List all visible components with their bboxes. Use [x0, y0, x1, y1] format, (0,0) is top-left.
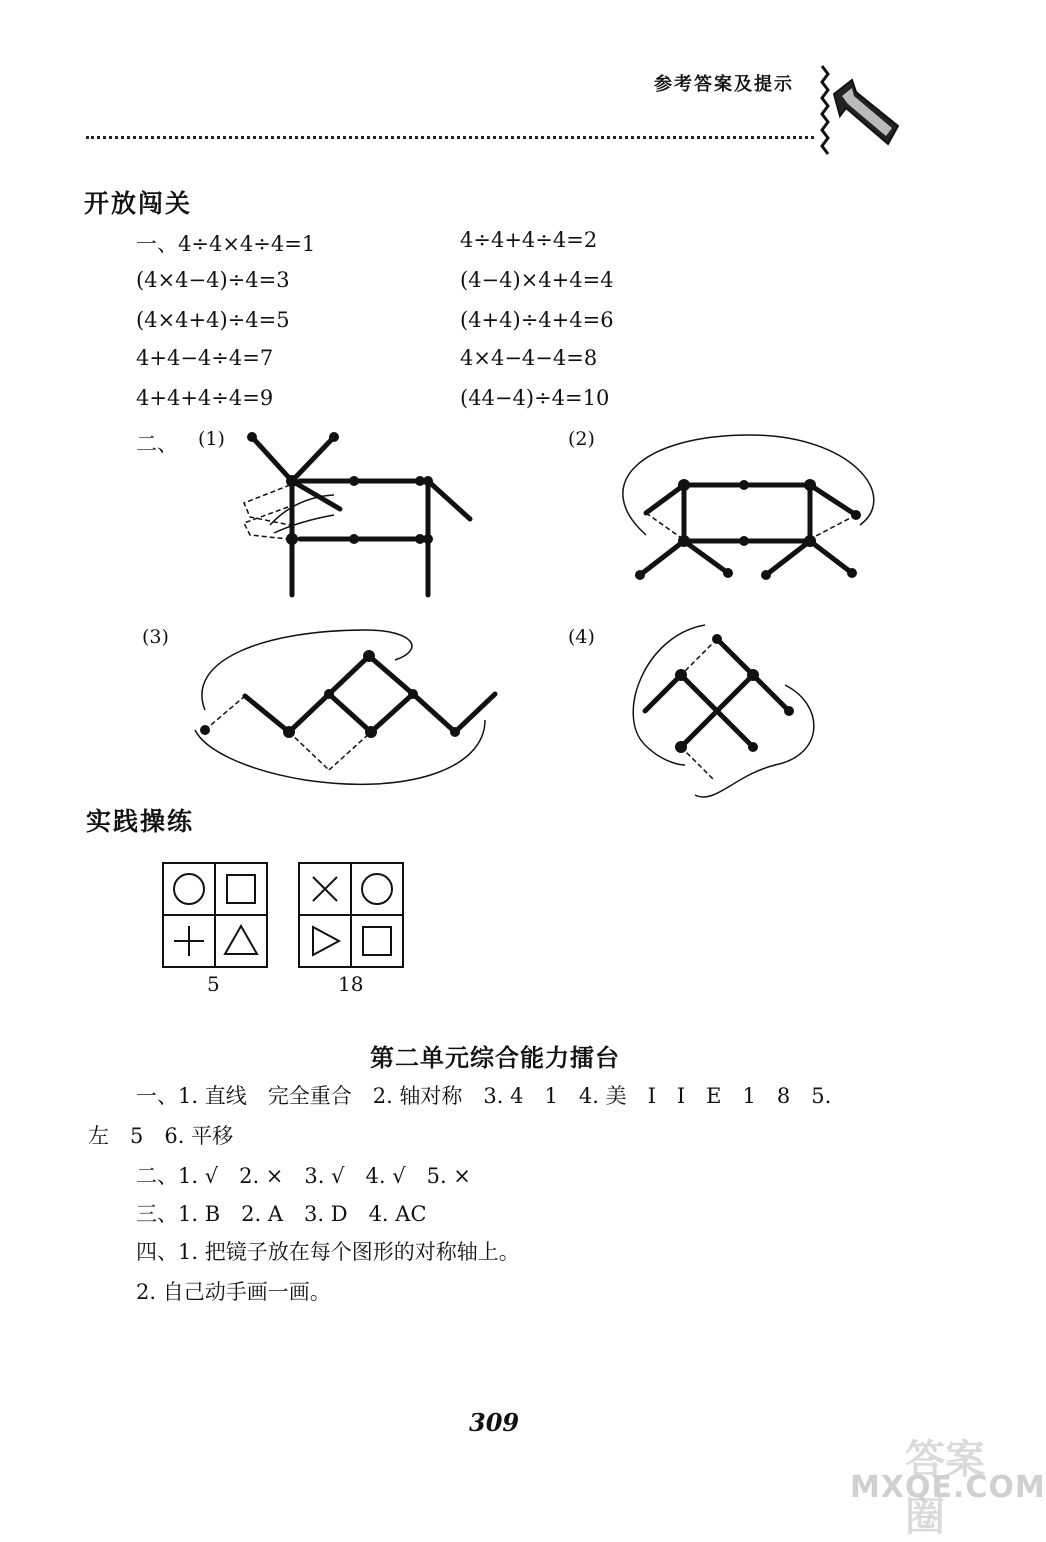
section-title-open: 开放闯关 [84, 189, 193, 218]
unit-title: 第二单元综合能力擂台 [370, 1044, 620, 1072]
watermark-url: MXQE.COM [850, 1470, 1046, 1505]
section-title-practice: 实践操练 [86, 807, 195, 836]
part2-label: 二、 [136, 432, 178, 456]
equation-left: 4+4−4÷4=7 [136, 346, 274, 370]
watermark-logo: 答案圈 [905, 1437, 985, 1540]
equation-left: (4×4+4)÷4=5 [136, 308, 290, 332]
grid-caption-1: 5 [207, 972, 220, 996]
matchstick-figure-1 [230, 425, 490, 605]
answer-line: 2. 自己动手画一画。 [136, 1280, 331, 1304]
circle-icon [164, 864, 214, 914]
equation-right: (4+4)÷4+4=6 [460, 308, 614, 332]
figure-label-1: (1) [198, 428, 225, 450]
page-number: 309 [469, 1408, 520, 1437]
matchstick-figure-4 [625, 615, 825, 805]
figure-label-4: (4) [568, 626, 595, 648]
plus-icon [164, 916, 214, 966]
answer-line: 二、1. √ 2. × 3. √ 4. √ 5. × [136, 1164, 471, 1188]
header-title: 参考答案及提示 [654, 74, 794, 95]
figure-label-3: (3) [142, 626, 169, 648]
equation-left: 一、4÷4×4÷4=1 [136, 232, 316, 256]
symbol-grid-2 [298, 862, 404, 968]
arrow-up-left-icon [818, 62, 908, 162]
circle-icon [352, 864, 402, 914]
equation-right: 4×4−4−4=8 [460, 346, 598, 370]
equation-right: 4÷4+4÷4=2 [460, 228, 598, 252]
matchstick-figure-3 [185, 620, 505, 800]
triangle-right-icon [300, 916, 350, 966]
square-icon [352, 916, 402, 966]
matchstick-figure-2 [610, 425, 890, 585]
answer-line: 一、1. 直线 完全重合 2. 轴对称 3. 4 1 4. 美 I I E 1 8 5. [136, 1084, 832, 1108]
answer-line: 三、1. B 2. A 3. D 4. AC [136, 1202, 427, 1226]
answer-line: 左 5 6. 平移 [88, 1124, 234, 1148]
triangle-icon [216, 916, 266, 966]
answer-line: 四、1. 把镜子放在每个图形的对称轴上。 [136, 1240, 520, 1264]
equation-left: (4×4−4)÷4=3 [136, 268, 290, 292]
equation-right: (44−4)÷4=10 [460, 386, 610, 410]
square-icon [216, 864, 266, 914]
figure-label-2: (2) [568, 428, 595, 450]
grid-caption-2: 18 [338, 972, 364, 996]
header-divider [86, 122, 814, 139]
equation-left: 4+4+4÷4=9 [136, 386, 274, 410]
cross-icon [300, 864, 350, 914]
symbol-grid-1 [162, 862, 268, 968]
equation-right: (4−4)×4+4=4 [460, 268, 614, 292]
